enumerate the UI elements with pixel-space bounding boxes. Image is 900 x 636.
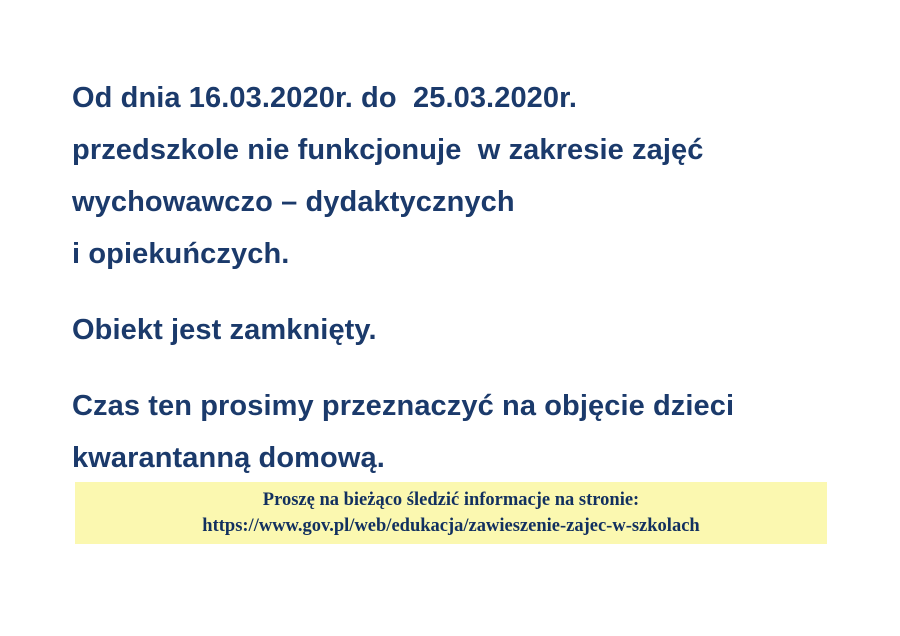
paragraph-line: Od dnia 16.03.2020r. do 25.03.2020r.: [72, 82, 578, 114]
paragraph-line: Czas ten prosimy przeznaczyć na objęcie dzieci: [72, 390, 735, 422]
announcement-body: [72, 72, 852, 484]
paragraph-line: przedszkole nie funkcjonuje w zakresie zajęć: [72, 134, 704, 166]
paragraph-quarantine-request: [72, 380, 852, 484]
note-url-text[interactable]: https://www.gov.pl/web/edukacja/zawieszenie-zajec-w-szkolach: [202, 516, 700, 536]
paragraph-line: i opiekuńczych.: [72, 238, 290, 270]
paragraph-closure-period: [72, 72, 852, 280]
paragraph-facility-closed: [72, 304, 852, 356]
highlighted-note-box: [75, 482, 827, 544]
paragraph-line: kwarantanną domową.: [72, 442, 385, 474]
paragraph-line: wychowawczo – dydaktycznych: [72, 186, 515, 218]
note-instruction-text: Proszę na bieżąco śledzić informacje na stronie:: [262, 490, 640, 510]
paragraph-line: Obiekt jest zamknięty.: [72, 314, 377, 346]
